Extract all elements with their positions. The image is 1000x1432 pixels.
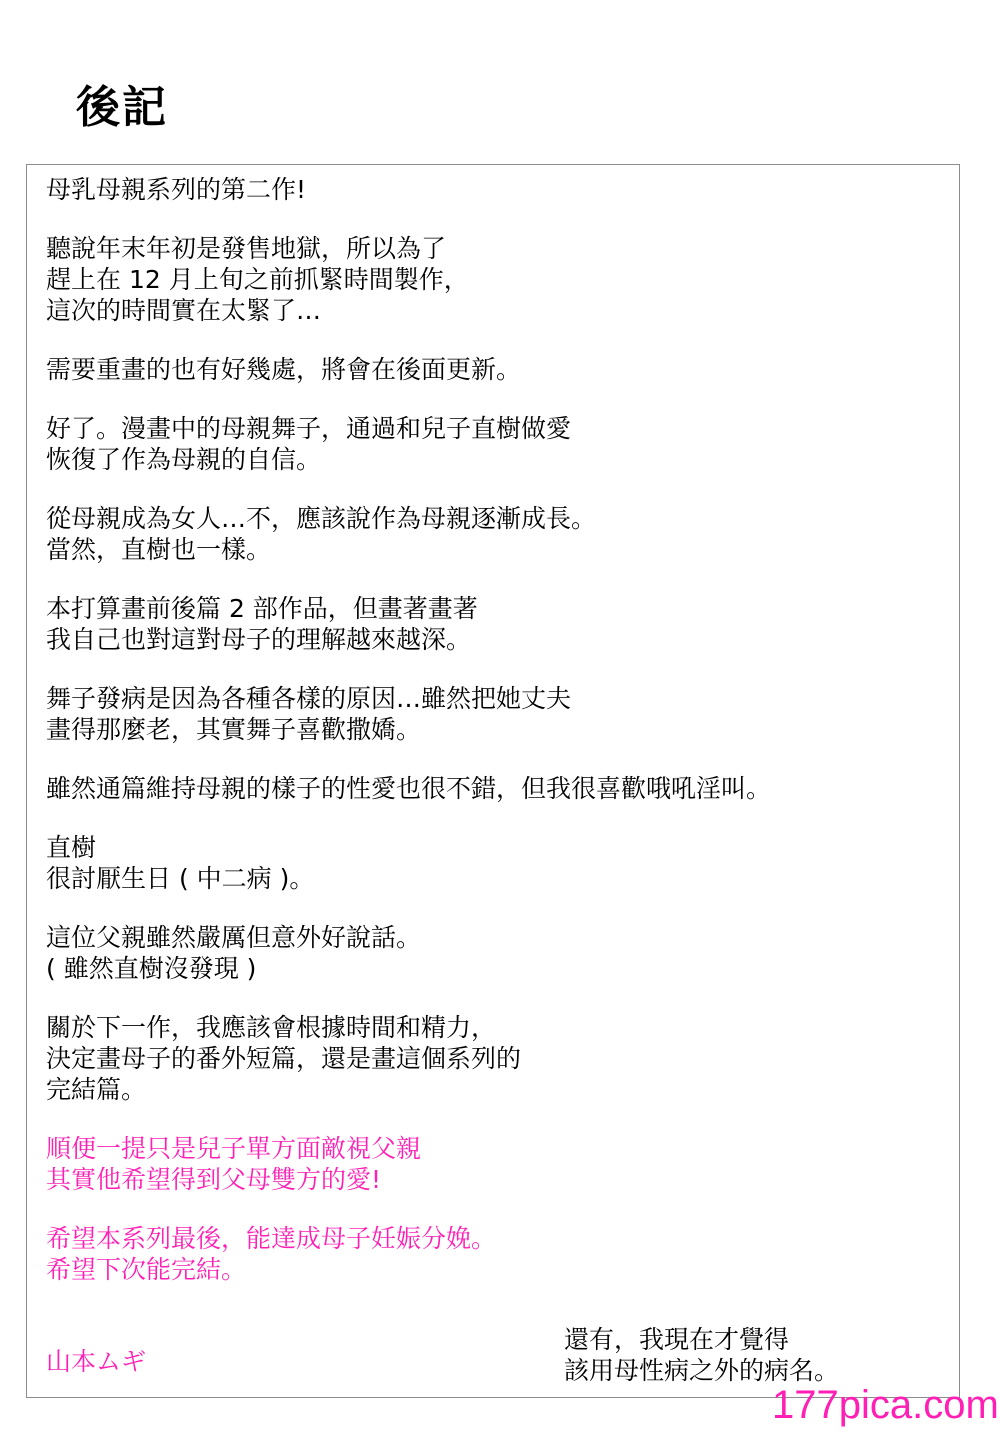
text-line: 該用母性病之外的病名。 — [564, 1356, 840, 1385]
paragraph — [46, 233, 946, 326]
text-line: 本打算畫前後篇 2 部作品，但畫著畫著 — [46, 594, 478, 623]
paragraph — [46, 832, 946, 894]
paragraph — [46, 773, 946, 804]
paragraph — [46, 503, 946, 565]
highlight-paragraph — [46, 1133, 946, 1195]
paragraph — [46, 354, 946, 385]
text-line: 完結篇。 — [46, 1075, 147, 1104]
paragraph — [46, 174, 946, 205]
text-line: ( 雖然直樹沒發現 ) — [46, 954, 257, 983]
text-line: 聽說年末年初是發售地獄，所以為了 — [46, 234, 447, 263]
text-line: 其實他希望得到父母雙方的愛! — [46, 1165, 382, 1194]
text-line: 直樹 — [46, 833, 97, 862]
text-line: 希望下次能完結。 — [46, 1255, 247, 1284]
text-line: 雖然通篇維持母親的樣子的性愛也很不錯，但我很喜歡哦吼淫叫。 — [46, 774, 772, 803]
paragraph — [46, 683, 946, 745]
paragraph — [46, 593, 946, 655]
paragraph — [46, 1012, 946, 1105]
paragraph — [46, 413, 946, 475]
text-line: 順便一提只是兒子單方面敵視父親 — [46, 1134, 422, 1163]
text-line: 當然，直樹也一樣。 — [46, 535, 272, 564]
text-line: 恢復了作為母親的自信。 — [46, 445, 322, 474]
paragraph — [46, 922, 946, 984]
text-line: 母乳母親系列的第二作! — [46, 175, 307, 204]
highlight-paragraph — [46, 1223, 946, 1285]
side-note — [564, 1324, 839, 1386]
text-line: 趕上在 12 月上旬之前抓緊時間製作， — [46, 265, 469, 294]
text-line: 這位父親雖然嚴厲但意外好說話。 — [46, 923, 422, 952]
author-signature: 山本ムギ — [46, 1347, 147, 1376]
text-line: 畫得那麼老，其實舞子喜歡撒嬌。 — [46, 715, 422, 744]
text-line: 這次的時間實在太緊了… — [46, 296, 322, 325]
text-line: 希望本系列最後，能達成母子妊娠分娩。 — [46, 1224, 497, 1253]
watermark-text: 177pica.com — [772, 1383, 999, 1427]
text-line: 還有，我現在才覺得 — [564, 1325, 790, 1354]
text-line: 關於下一作，我應該會根據時間和精力， — [46, 1013, 497, 1042]
text-line: 我自己也對這對母子的理解越來越深。 — [46, 625, 472, 654]
text-line: 好了。漫畫中的母親舞子，通過和兒子直樹做愛 — [46, 414, 572, 443]
text-line: 需要重畫的也有好幾處，將會在後面更新。 — [46, 355, 522, 384]
text-line: 舞子發病是因為各種各樣的原因…雖然把她丈夫 — [46, 684, 572, 713]
page-title: 後記 — [76, 82, 168, 133]
afterword-body — [46, 174, 946, 1313]
text-line: 很討厭生日 ( 中二病 )。 — [46, 864, 315, 893]
text-line: 決定畫母子的番外短篇，還是畫這個系列的 — [46, 1044, 522, 1073]
text-line: 從母親成為女人…不，應該說作為母親逐漸成長。 — [46, 504, 597, 533]
